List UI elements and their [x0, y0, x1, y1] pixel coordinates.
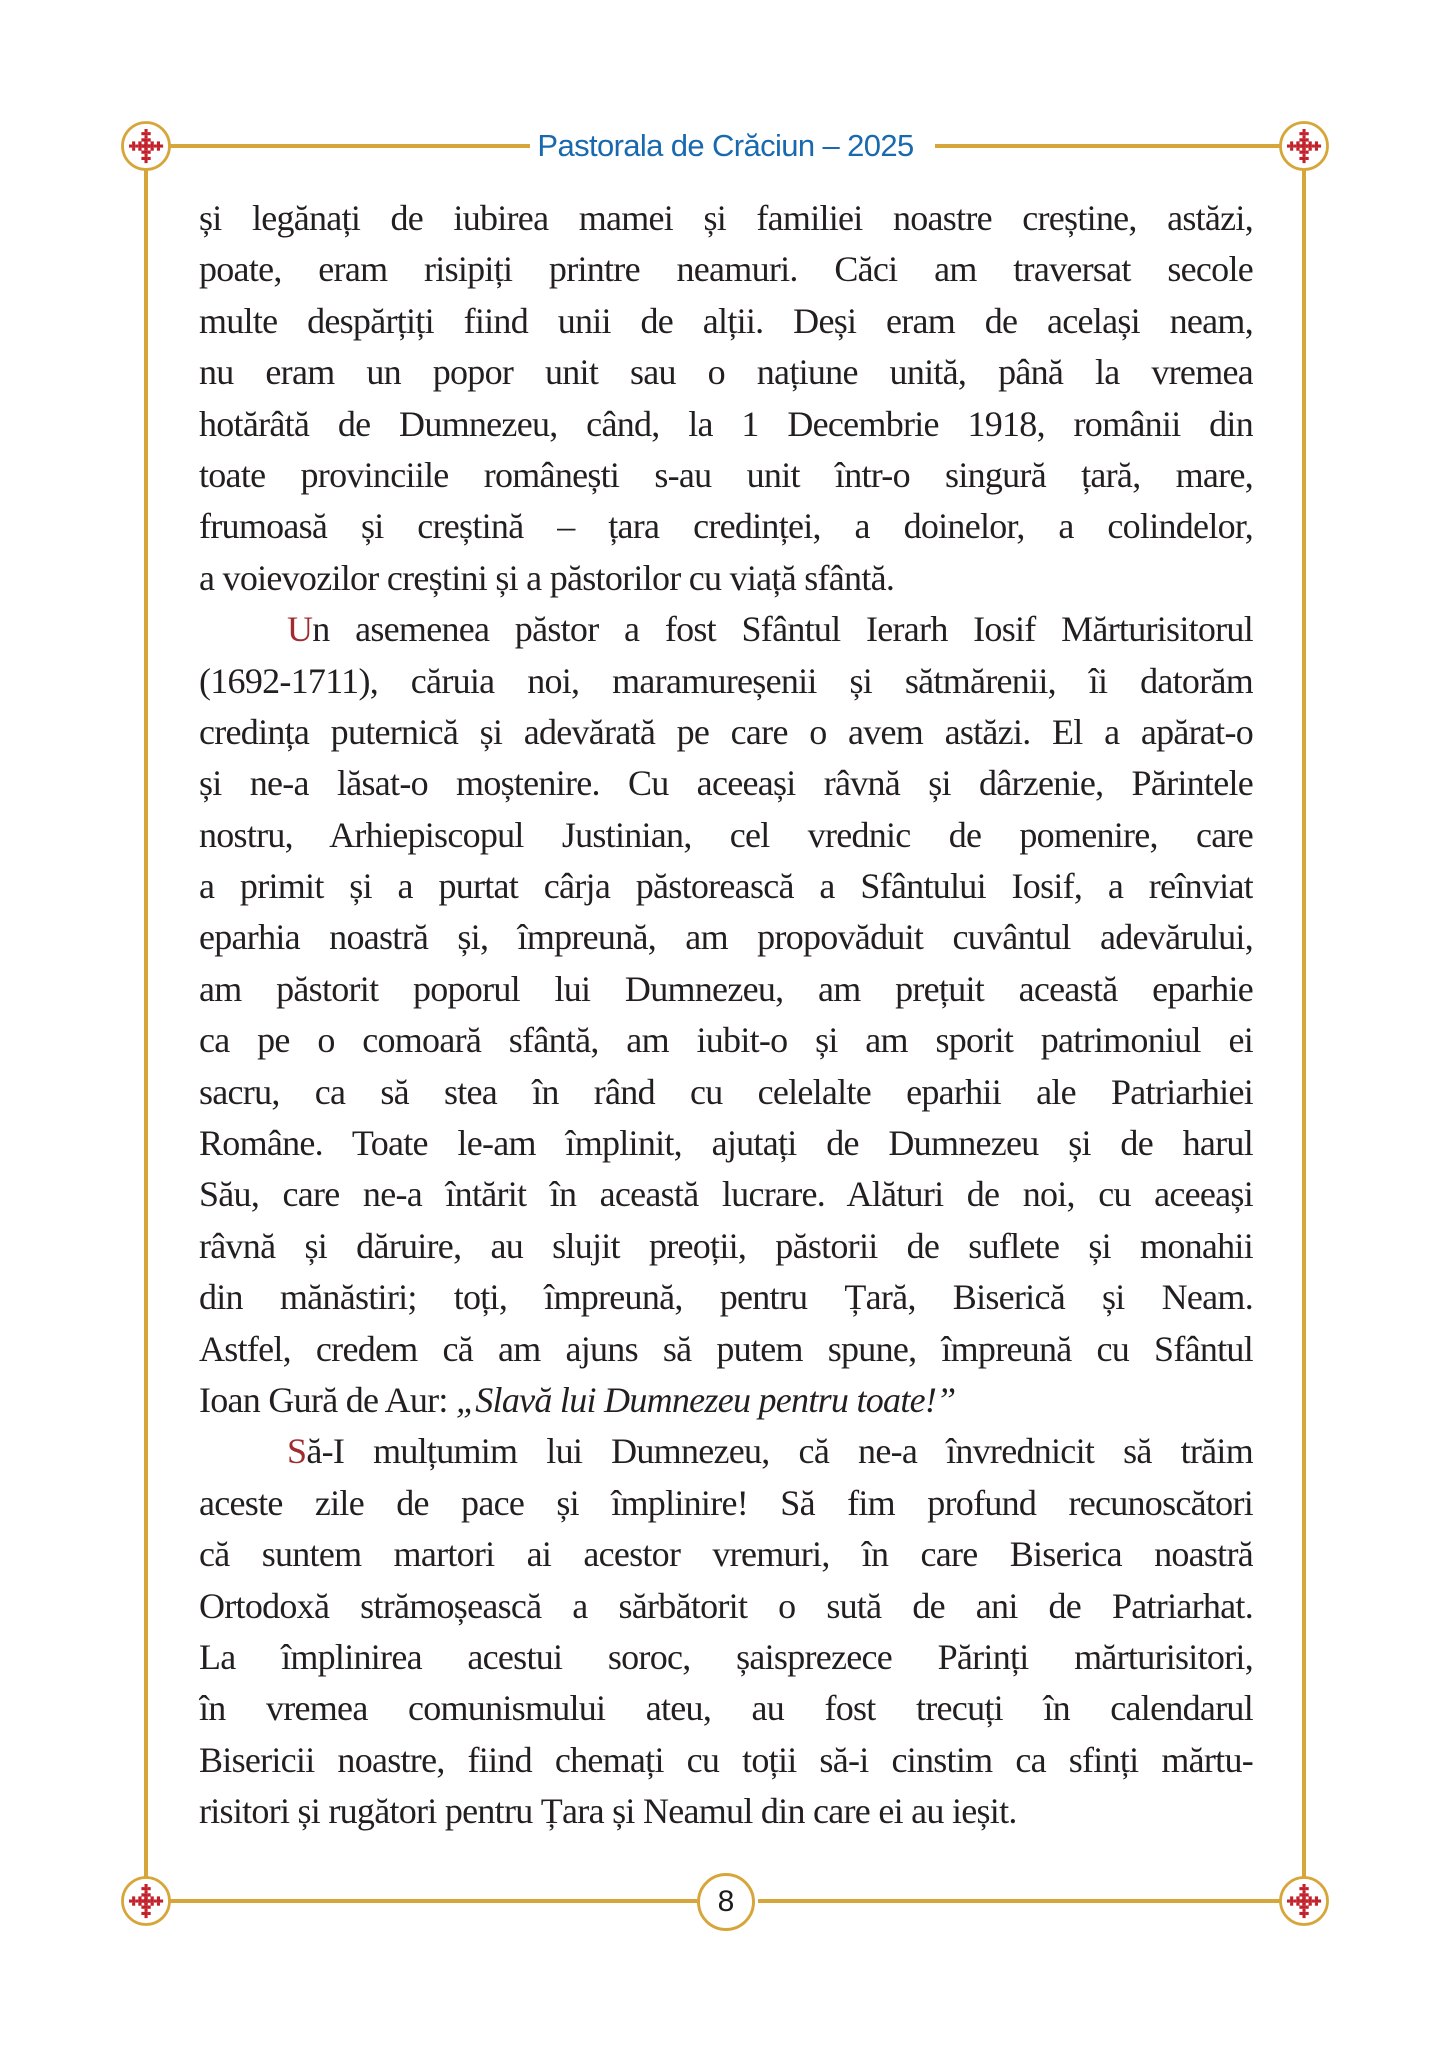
text-line	[199, 1272, 1253, 1323]
line-text: credința puternică și adevărată pe care o avem astăzi. El a apărat-o	[199, 711, 1253, 752]
frame-right-border	[1302, 146, 1306, 1902]
line-text: poate, eram risipiți printre neamuri. Căci am traversat secole	[199, 249, 1253, 290]
text-line	[199, 1426, 1253, 1477]
text-line	[199, 1786, 1253, 1837]
page-title: Pastorala de Crăciun – 2025	[537, 128, 914, 163]
line-text: în vremea comunismului ateu, au fost trecuți în calendarul	[199, 1688, 1253, 1729]
line-text: râvnă și dăruire, au slujit preoții, păstorii de suflete și monahii	[199, 1225, 1253, 1266]
text-line	[199, 1581, 1253, 1632]
text-line	[199, 1118, 1253, 1169]
line-text: Ortodoxă strămoșească a sărbătorit o sută de ani de Patriarhat.	[199, 1585, 1253, 1626]
italic-quote: „Slavă lui Dumnezeu pentru toate!”	[455, 1379, 956, 1420]
text-line	[199, 1735, 1253, 1786]
line-text: multe despărțiți fiind unii de alții. Deși eram de același neam,	[199, 300, 1253, 341]
line-text: nostru, Arhiepiscopul Justinian, cel vrednic de pomenire, care	[199, 814, 1253, 855]
red-initial: S	[287, 1431, 307, 1472]
text-line	[199, 450, 1253, 501]
line-text: am păstorit poporul lui Dumnezeu, am prețuit această eparhie	[199, 968, 1253, 1009]
text-line	[199, 244, 1253, 295]
frame-bottom-right-segment	[758, 1899, 1306, 1903]
text-line	[199, 810, 1253, 861]
line-text: n asemenea păstor a fost Sfântul Ierarh Iosif Mărturisitorul	[312, 609, 1253, 650]
line-text: a primit și a purtat cârja păstorească a Sfântului Iosif, a reînviat	[199, 866, 1253, 907]
line-text: Române. Toate le-am împlinit, ajutați de Dumnezeu și de harul	[199, 1123, 1253, 1164]
text-line	[199, 1632, 1253, 1683]
text-line	[199, 399, 1253, 450]
text-line	[199, 912, 1253, 963]
text-line	[199, 1375, 1253, 1426]
line-text: a voievozilor creștini și a păstorilor cu viață sfântă.	[199, 557, 895, 598]
line-text: sacru, ca să stea în rând cu celelalte eparhii ale Patriarhiei	[199, 1071, 1253, 1112]
text-line	[199, 1067, 1253, 1118]
text-line	[199, 347, 1253, 398]
line-text: ă-I mulțumim lui Dumnezeu, că ne-a învrednicit să trăim	[306, 1431, 1253, 1472]
red-initial: U	[287, 609, 313, 650]
text-line	[199, 1169, 1253, 1220]
text-line	[199, 1529, 1253, 1580]
line-text: și ne-a lăsat-o moștenire. Cu aceeași râvnă și dârzenie, Părintele	[199, 763, 1253, 804]
text-line	[199, 296, 1253, 347]
text-line	[199, 1324, 1253, 1375]
cross-stitch-icon	[1278, 1875, 1330, 1927]
line-text: La împlinirea acestui soroc, șaisprezece Părinți mărturisitori,	[199, 1636, 1253, 1677]
text-line	[199, 861, 1253, 912]
text-line	[199, 553, 1253, 604]
body-text-block	[199, 193, 1253, 1838]
line-text: Ioan Gură de Aur:	[199, 1379, 456, 1420]
text-line	[199, 604, 1253, 655]
text-line	[199, 1015, 1253, 1066]
line-text: și legănați de iubirea mamei și familiei noastre creștine, astăzi,	[199, 198, 1253, 238]
page-number-badge	[697, 1873, 755, 1931]
line-text: frumoasă și creștină – țara credinței, a doinelor, a colindelor,	[199, 506, 1253, 547]
cross-stitch-icon	[120, 1875, 172, 1927]
line-text: aceste zile de pace și împlinire! Să fim profund recunoscători	[199, 1482, 1253, 1523]
line-text: eparhia noastră și, împreună, am propovăduit cuvântul adevărului,	[199, 917, 1253, 958]
line-text: toate provinciile românești s-au unit într-o singură țară, mare,	[199, 454, 1253, 495]
text-line	[199, 964, 1253, 1015]
text-line	[199, 193, 1253, 244]
line-text: ca pe o comoară sfântă, am iubit-o și am sporit patrimoniul ei	[199, 1020, 1253, 1061]
line-text: Său, care ne-a întărit în această lucrare. Alături de noi, cu aceeași	[199, 1174, 1253, 1215]
text-line	[199, 501, 1253, 552]
text-line	[199, 1221, 1253, 1272]
line-text: Bisericii noastre, fiind chemați cu toții să-i cinstim ca sfinți mărtu-	[199, 1739, 1253, 1780]
text-line	[199, 1683, 1253, 1734]
page-number: 8	[717, 1885, 735, 1918]
line-text: hotărâtă de Dumnezeu, când, la 1 Decembrie 1918, românii din	[199, 403, 1253, 444]
line-text: nu eram un popor unit sau o națiune unită, până la vremea	[199, 352, 1253, 393]
line-text: (1692-1711), căruia noi, maramureșenii și sătmărenii, îi datorăm	[199, 660, 1253, 701]
line-text: din mănăstiri; toți, împreună, pentru Țară, Biserică și Neam.	[199, 1277, 1253, 1318]
text-line	[199, 1478, 1253, 1529]
line-text: că suntem martori ai acestor vremuri, în care Biserica noastră	[199, 1534, 1253, 1575]
text-line	[199, 707, 1253, 758]
frame-left-border	[144, 146, 148, 1902]
line-text: Astfel, credem că am ajuns să putem spune, împreună cu Sfântul	[199, 1328, 1253, 1369]
frame-bottom-left-segment	[146, 1899, 697, 1903]
line-text: risitori și rugători pentru Țara și Neamul din care ei au ieșit.	[199, 1791, 1017, 1832]
text-line	[199, 656, 1253, 707]
text-line	[199, 758, 1253, 809]
